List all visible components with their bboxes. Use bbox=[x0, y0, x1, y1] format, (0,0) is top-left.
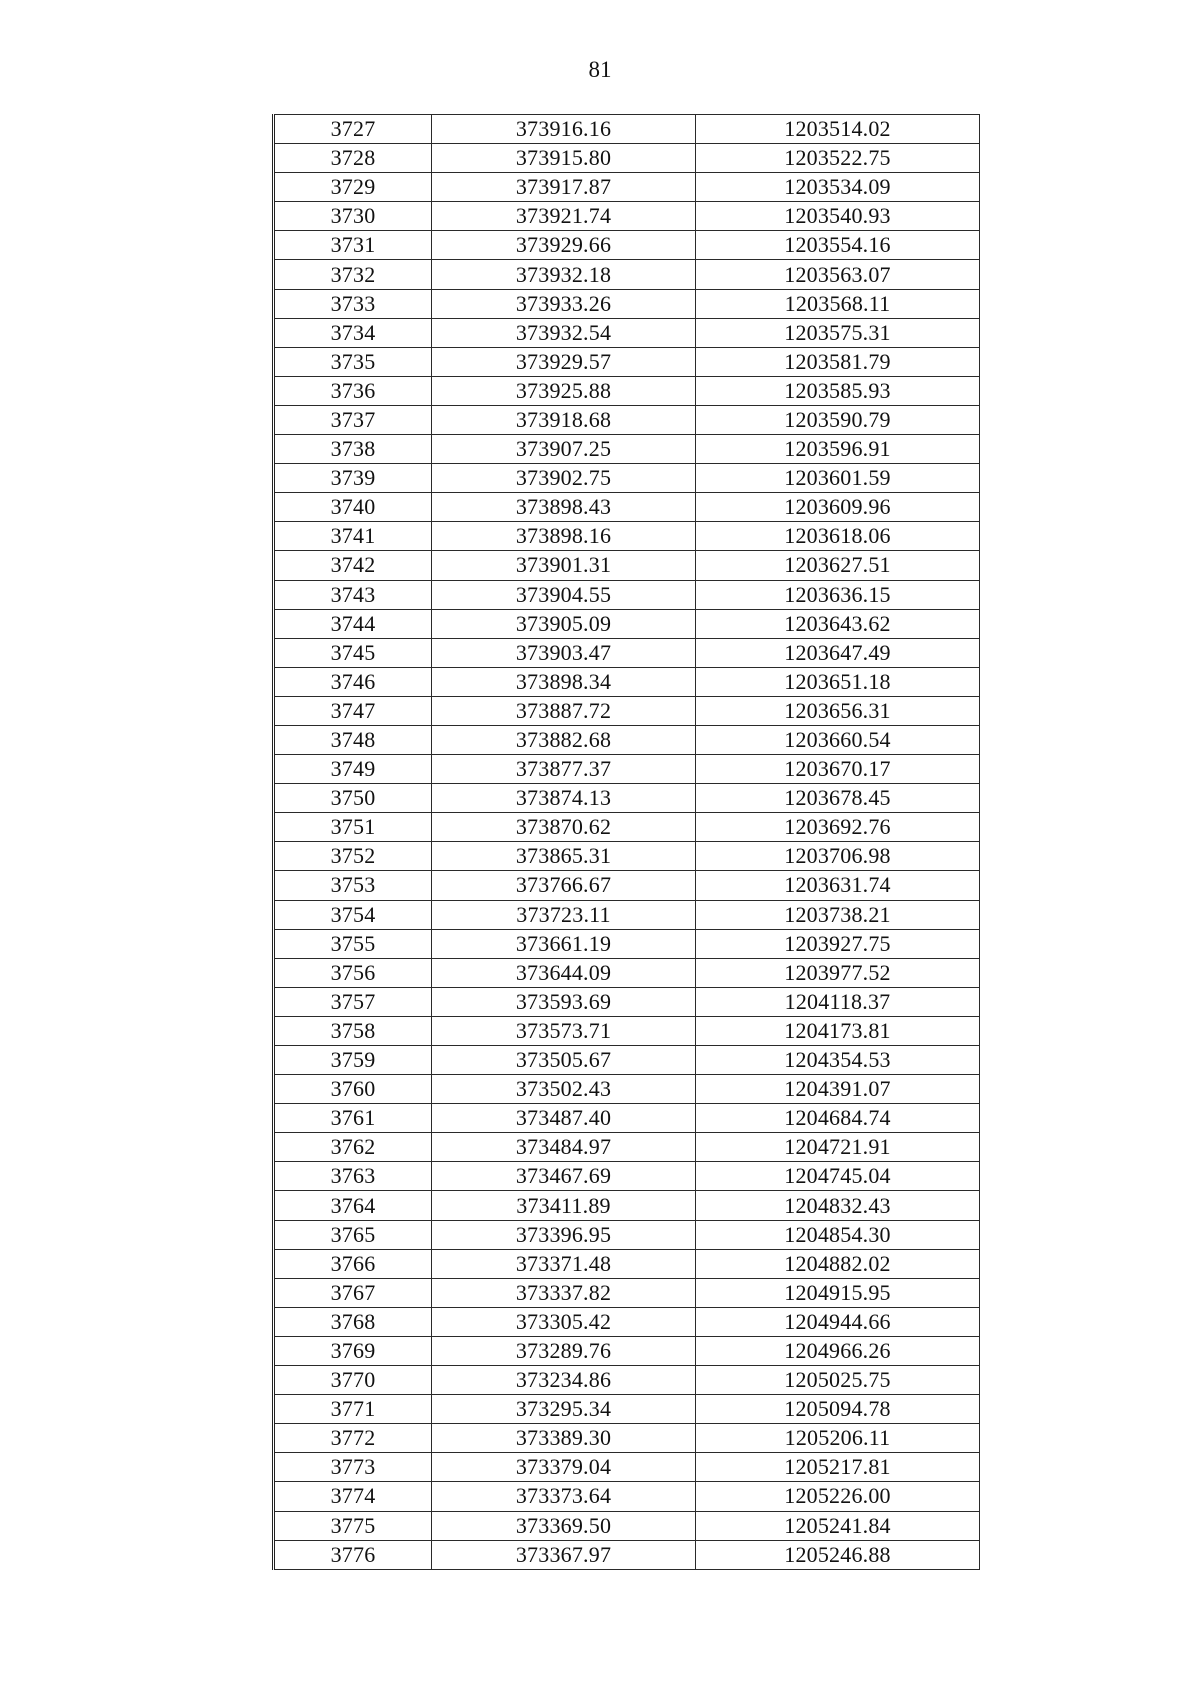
y-coordinate-cell: 1203609.96 bbox=[696, 493, 980, 522]
y-coordinate-cell: 1203977.52 bbox=[696, 958, 980, 987]
x-coordinate-cell: 373505.67 bbox=[432, 1046, 696, 1075]
point-id-cell: 3747 bbox=[274, 696, 432, 725]
point-id-cell: 3756 bbox=[274, 958, 432, 987]
y-coordinate-cell: 1205246.88 bbox=[696, 1540, 980, 1569]
point-id-cell: 3770 bbox=[274, 1366, 432, 1395]
table-row bbox=[274, 289, 980, 318]
table-row bbox=[274, 347, 980, 376]
point-id-cell: 3754 bbox=[274, 900, 432, 929]
table-row bbox=[274, 1016, 980, 1045]
point-id-cell: 3762 bbox=[274, 1133, 432, 1162]
x-coordinate-cell: 373902.75 bbox=[432, 464, 696, 493]
table-row bbox=[274, 1046, 980, 1075]
point-id-cell: 3749 bbox=[274, 755, 432, 784]
x-coordinate-cell: 373644.09 bbox=[432, 958, 696, 987]
point-id-cell: 3759 bbox=[274, 1046, 432, 1075]
point-id-cell: 3772 bbox=[274, 1424, 432, 1453]
x-coordinate-cell: 373865.31 bbox=[432, 842, 696, 871]
y-coordinate-cell: 1203643.62 bbox=[696, 609, 980, 638]
x-coordinate-cell: 373898.34 bbox=[432, 667, 696, 696]
y-coordinate-cell: 1203563.07 bbox=[696, 260, 980, 289]
x-coordinate-cell: 373411.89 bbox=[432, 1191, 696, 1220]
point-id-cell: 3728 bbox=[274, 144, 432, 173]
point-id-cell: 3775 bbox=[274, 1511, 432, 1540]
table-row bbox=[274, 1220, 980, 1249]
x-coordinate-cell: 373898.43 bbox=[432, 493, 696, 522]
y-coordinate-cell: 1203534.09 bbox=[696, 173, 980, 202]
point-id-cell: 3735 bbox=[274, 347, 432, 376]
table-row bbox=[274, 1424, 980, 1453]
point-id-cell: 3755 bbox=[274, 929, 432, 958]
x-coordinate-cell: 373932.54 bbox=[432, 318, 696, 347]
y-coordinate-cell: 1203927.75 bbox=[696, 929, 980, 958]
point-id-cell: 3745 bbox=[274, 638, 432, 667]
x-coordinate-cell: 373870.62 bbox=[432, 813, 696, 842]
point-id-cell: 3746 bbox=[274, 667, 432, 696]
point-id-cell: 3758 bbox=[274, 1016, 432, 1045]
x-coordinate-cell: 373369.50 bbox=[432, 1511, 696, 1540]
x-coordinate-cell: 373367.97 bbox=[432, 1540, 696, 1569]
y-coordinate-cell: 1205094.78 bbox=[696, 1395, 980, 1424]
coordinate-table-body bbox=[274, 115, 980, 1570]
table-row bbox=[274, 260, 980, 289]
table-row bbox=[274, 1511, 980, 1540]
page-number: 81 bbox=[588, 57, 612, 82]
point-id-cell: 3734 bbox=[274, 318, 432, 347]
point-id-cell: 3773 bbox=[274, 1453, 432, 1482]
point-id-cell: 3751 bbox=[274, 813, 432, 842]
coordinate-table bbox=[272, 114, 980, 1570]
point-id-cell: 3766 bbox=[274, 1249, 432, 1278]
table-row bbox=[274, 900, 980, 929]
table-row bbox=[274, 813, 980, 842]
table-row bbox=[274, 958, 980, 987]
x-coordinate-cell: 373484.97 bbox=[432, 1133, 696, 1162]
x-coordinate-cell: 373234.86 bbox=[432, 1366, 696, 1395]
table-row bbox=[274, 638, 980, 667]
x-coordinate-cell: 373903.47 bbox=[432, 638, 696, 667]
x-coordinate-cell: 373373.64 bbox=[432, 1482, 696, 1511]
y-coordinate-cell: 1204882.02 bbox=[696, 1249, 980, 1278]
point-id-cell: 3742 bbox=[274, 551, 432, 580]
y-coordinate-cell: 1203585.93 bbox=[696, 376, 980, 405]
table-row bbox=[274, 871, 980, 900]
y-coordinate-cell: 1204745.04 bbox=[696, 1162, 980, 1191]
point-id-cell: 3776 bbox=[274, 1540, 432, 1569]
y-coordinate-cell: 1203660.54 bbox=[696, 725, 980, 754]
y-coordinate-cell: 1203706.98 bbox=[696, 842, 980, 871]
point-id-cell: 3769 bbox=[274, 1336, 432, 1365]
table-row bbox=[274, 493, 980, 522]
x-coordinate-cell: 373918.68 bbox=[432, 405, 696, 434]
y-coordinate-cell: 1203738.21 bbox=[696, 900, 980, 929]
table-row bbox=[274, 1075, 980, 1104]
table-row bbox=[274, 580, 980, 609]
x-coordinate-cell: 373379.04 bbox=[432, 1453, 696, 1482]
x-coordinate-cell: 373925.88 bbox=[432, 376, 696, 405]
table-row bbox=[274, 551, 980, 580]
y-coordinate-cell: 1204832.43 bbox=[696, 1191, 980, 1220]
table-row bbox=[274, 1307, 980, 1336]
point-id-cell: 3753 bbox=[274, 871, 432, 900]
y-coordinate-cell: 1203514.02 bbox=[696, 115, 980, 144]
x-coordinate-cell: 373898.16 bbox=[432, 522, 696, 551]
y-coordinate-cell: 1203647.49 bbox=[696, 638, 980, 667]
point-id-cell: 3752 bbox=[274, 842, 432, 871]
x-coordinate-cell: 373915.80 bbox=[432, 144, 696, 173]
x-coordinate-cell: 373905.09 bbox=[432, 609, 696, 638]
point-id-cell: 3733 bbox=[274, 289, 432, 318]
point-id-cell: 3750 bbox=[274, 784, 432, 813]
y-coordinate-cell: 1205217.81 bbox=[696, 1453, 980, 1482]
table-row bbox=[274, 1133, 980, 1162]
y-coordinate-cell: 1203575.31 bbox=[696, 318, 980, 347]
table-row bbox=[274, 115, 980, 144]
y-coordinate-cell: 1204854.30 bbox=[696, 1220, 980, 1249]
y-coordinate-cell: 1203678.45 bbox=[696, 784, 980, 813]
x-coordinate-cell: 373933.26 bbox=[432, 289, 696, 318]
y-coordinate-cell: 1203590.79 bbox=[696, 405, 980, 434]
point-id-cell: 3736 bbox=[274, 376, 432, 405]
point-id-cell: 3748 bbox=[274, 725, 432, 754]
table-row bbox=[274, 1191, 980, 1220]
x-coordinate-cell: 373766.67 bbox=[432, 871, 696, 900]
x-coordinate-cell: 373929.57 bbox=[432, 347, 696, 376]
y-coordinate-cell: 1203568.11 bbox=[696, 289, 980, 318]
x-coordinate-cell: 373907.25 bbox=[432, 435, 696, 464]
x-coordinate-cell: 373295.34 bbox=[432, 1395, 696, 1424]
point-id-cell: 3757 bbox=[274, 987, 432, 1016]
point-id-cell: 3760 bbox=[274, 1075, 432, 1104]
y-coordinate-cell: 1203540.93 bbox=[696, 202, 980, 231]
x-coordinate-cell: 373929.66 bbox=[432, 231, 696, 260]
y-coordinate-cell: 1203636.15 bbox=[696, 580, 980, 609]
table-row bbox=[274, 1395, 980, 1424]
table-row bbox=[274, 1366, 980, 1395]
y-coordinate-cell: 1203581.79 bbox=[696, 347, 980, 376]
table-row bbox=[274, 1482, 980, 1511]
point-id-cell: 3761 bbox=[274, 1104, 432, 1133]
y-coordinate-cell: 1204721.91 bbox=[696, 1133, 980, 1162]
point-id-cell: 3768 bbox=[274, 1307, 432, 1336]
x-coordinate-cell: 373882.68 bbox=[432, 725, 696, 754]
y-coordinate-cell: 1203522.75 bbox=[696, 144, 980, 173]
x-coordinate-cell: 373573.71 bbox=[432, 1016, 696, 1045]
x-coordinate-cell: 373661.19 bbox=[432, 929, 696, 958]
point-id-cell: 3732 bbox=[274, 260, 432, 289]
y-coordinate-cell: 1203651.18 bbox=[696, 667, 980, 696]
x-coordinate-cell: 373901.31 bbox=[432, 551, 696, 580]
y-coordinate-cell: 1204173.81 bbox=[696, 1016, 980, 1045]
table-row bbox=[274, 1540, 980, 1569]
x-coordinate-cell: 373921.74 bbox=[432, 202, 696, 231]
table-row bbox=[274, 1278, 980, 1307]
y-coordinate-cell: 1203692.76 bbox=[696, 813, 980, 842]
y-coordinate-cell: 1204915.95 bbox=[696, 1278, 980, 1307]
x-coordinate-cell: 373502.43 bbox=[432, 1075, 696, 1104]
point-id-cell: 3737 bbox=[274, 405, 432, 434]
point-id-cell: 3729 bbox=[274, 173, 432, 202]
y-coordinate-cell: 1204354.53 bbox=[696, 1046, 980, 1075]
table-row bbox=[274, 1104, 980, 1133]
table-row bbox=[274, 202, 980, 231]
x-coordinate-cell: 373593.69 bbox=[432, 987, 696, 1016]
point-id-cell: 3765 bbox=[274, 1220, 432, 1249]
y-coordinate-cell: 1205241.84 bbox=[696, 1511, 980, 1540]
x-coordinate-cell: 373916.16 bbox=[432, 115, 696, 144]
y-coordinate-cell: 1204391.07 bbox=[696, 1075, 980, 1104]
x-coordinate-cell: 373371.48 bbox=[432, 1249, 696, 1278]
y-coordinate-cell: 1205025.75 bbox=[696, 1366, 980, 1395]
point-id-cell: 3763 bbox=[274, 1162, 432, 1191]
x-coordinate-cell: 373887.72 bbox=[432, 696, 696, 725]
table-row bbox=[274, 725, 980, 754]
x-coordinate-cell: 373389.30 bbox=[432, 1424, 696, 1453]
table-row bbox=[274, 231, 980, 260]
y-coordinate-cell: 1203670.17 bbox=[696, 755, 980, 784]
x-coordinate-cell: 373723.11 bbox=[432, 900, 696, 929]
table-row bbox=[274, 1162, 980, 1191]
x-coordinate-cell: 373396.95 bbox=[432, 1220, 696, 1249]
table-row bbox=[274, 842, 980, 871]
point-id-cell: 3727 bbox=[274, 115, 432, 144]
y-coordinate-cell: 1204966.26 bbox=[696, 1336, 980, 1365]
x-coordinate-cell: 373932.18 bbox=[432, 260, 696, 289]
table-row bbox=[274, 667, 980, 696]
y-coordinate-cell: 1204118.37 bbox=[696, 987, 980, 1016]
point-id-cell: 3744 bbox=[274, 609, 432, 638]
y-coordinate-cell: 1203601.59 bbox=[696, 464, 980, 493]
x-coordinate-cell: 373305.42 bbox=[432, 1307, 696, 1336]
y-coordinate-cell: 1203627.51 bbox=[696, 551, 980, 580]
y-coordinate-cell: 1203631.74 bbox=[696, 871, 980, 900]
table-row bbox=[274, 1336, 980, 1365]
point-id-cell: 3739 bbox=[274, 464, 432, 493]
x-coordinate-cell: 373877.37 bbox=[432, 755, 696, 784]
y-coordinate-cell: 1205206.11 bbox=[696, 1424, 980, 1453]
table-row bbox=[274, 464, 980, 493]
table-row bbox=[274, 784, 980, 813]
x-coordinate-cell: 373904.55 bbox=[432, 580, 696, 609]
y-coordinate-cell: 1203554.16 bbox=[696, 231, 980, 260]
x-coordinate-cell: 373487.40 bbox=[432, 1104, 696, 1133]
table-row bbox=[274, 609, 980, 638]
y-coordinate-cell: 1204684.74 bbox=[696, 1104, 980, 1133]
table-row bbox=[274, 696, 980, 725]
table-row bbox=[274, 1249, 980, 1278]
point-id-cell: 3774 bbox=[274, 1482, 432, 1511]
table-row bbox=[274, 173, 980, 202]
table-row bbox=[274, 987, 980, 1016]
point-id-cell: 3738 bbox=[274, 435, 432, 464]
point-id-cell: 3740 bbox=[274, 493, 432, 522]
point-id-cell: 3767 bbox=[274, 1278, 432, 1307]
table-row bbox=[274, 376, 980, 405]
point-id-cell: 3771 bbox=[274, 1395, 432, 1424]
y-coordinate-cell: 1205226.00 bbox=[696, 1482, 980, 1511]
x-coordinate-cell: 373467.69 bbox=[432, 1162, 696, 1191]
table-row bbox=[274, 522, 980, 551]
table-row bbox=[274, 435, 980, 464]
table-row bbox=[274, 318, 980, 347]
table-row bbox=[274, 405, 980, 434]
point-id-cell: 3764 bbox=[274, 1191, 432, 1220]
point-id-cell: 3730 bbox=[274, 202, 432, 231]
x-coordinate-cell: 373337.82 bbox=[432, 1278, 696, 1307]
point-id-cell: 3741 bbox=[274, 522, 432, 551]
point-id-cell: 3743 bbox=[274, 580, 432, 609]
x-coordinate-cell: 373917.87 bbox=[432, 173, 696, 202]
point-id-cell: 3731 bbox=[274, 231, 432, 260]
x-coordinate-cell: 373874.13 bbox=[432, 784, 696, 813]
table-row bbox=[274, 929, 980, 958]
y-coordinate-cell: 1203618.06 bbox=[696, 522, 980, 551]
x-coordinate-cell: 373289.76 bbox=[432, 1336, 696, 1365]
table-row bbox=[274, 1453, 980, 1482]
y-coordinate-cell: 1203656.31 bbox=[696, 696, 980, 725]
y-coordinate-cell: 1204944.66 bbox=[696, 1307, 980, 1336]
table-row bbox=[274, 144, 980, 173]
table-row bbox=[274, 755, 980, 784]
y-coordinate-cell: 1203596.91 bbox=[696, 435, 980, 464]
